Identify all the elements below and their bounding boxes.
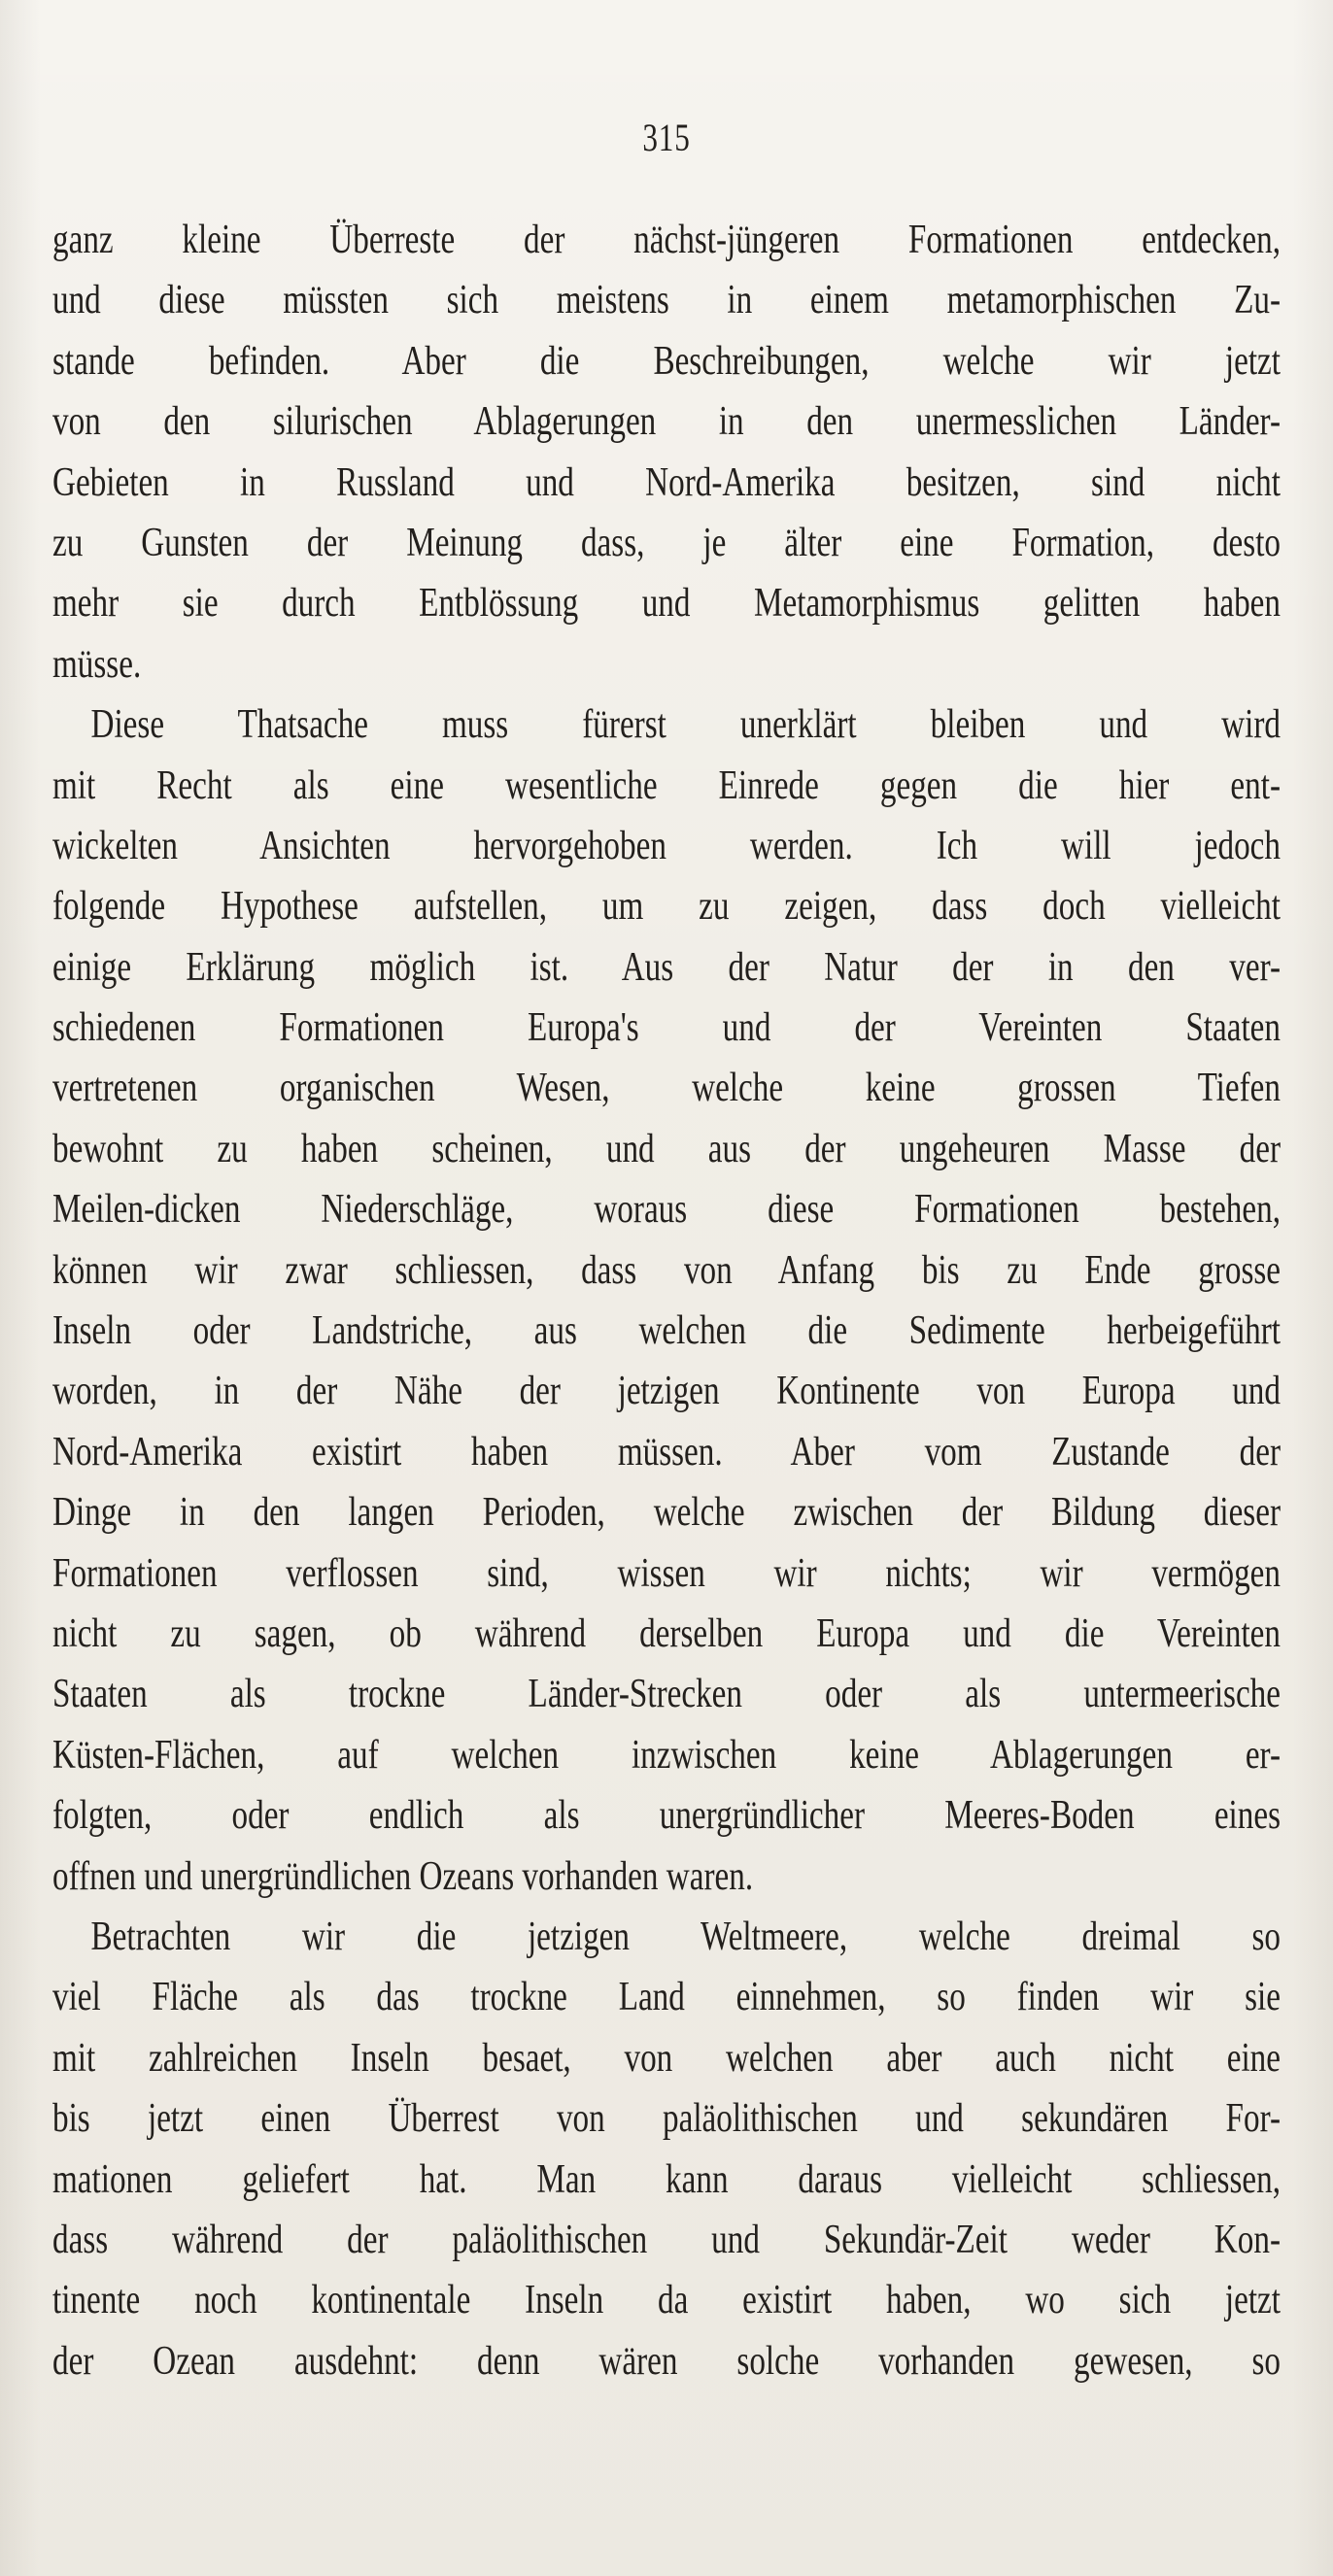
text-line: einige Erklärung möglich ist. Aus der Natur der in den ver- (52, 944, 1281, 990)
text-line: mationen geliefert hat. Man kann daraus vielleicht schliessen, (52, 2156, 1281, 2202)
text-line: Dinge in den langen Perioden, welche zwischen der Bildung dieser (52, 1490, 1281, 1536)
text-line: Nord-Amerika existirt haben müssen. Aber vom Zustande der (52, 1429, 1281, 1474)
text-line: viel Fläche als das trockne Land einnehmen, so finden wir sie (52, 1975, 1281, 2020)
text-line: mehr sie durch Entblössung und Metamorphismus gelitten haben (52, 581, 1281, 627)
body-text (52, 210, 1281, 2391)
text-line: folgende Hypothese aufstellen, um zu zeigen, dass doch vielleicht (52, 884, 1281, 930)
text-line: Staaten als trockne Länder-Strecken oder als untermeerische (52, 1672, 1281, 1717)
page-number: 315 (642, 116, 691, 159)
text-line: dass während der paläolithischen und Sekundär-Zeit weder Kon- (52, 2217, 1281, 2262)
text-line: mit Recht als eine wesentliche Einrede gegen die hier ent- (52, 763, 1281, 808)
text-line: Formationen verflossen sind, wissen wir nichts; wir vermögen (52, 1550, 1281, 1596)
text-line: mit zahlreichen Inseln besaet, von welchen aber auch nicht eine (52, 2035, 1281, 2081)
text-line: müsse. (52, 641, 142, 687)
text-line: stande befinden. Aber die Beschreibungen, welche wir jetzt (52, 338, 1281, 384)
text-line: von den silurischen Ablagerungen in den unermesslichen Länder- (52, 399, 1281, 445)
text-line: und diese müssten sich meistens in einem metamorphischen Zu- (52, 278, 1281, 323)
text-line: Betrachten wir die jetzigen Weltmeere, welche dreimal so (90, 1914, 1281, 1959)
text-line: wickelten Ansichten hervorgehoben werden. Ich will jedoch (52, 823, 1281, 868)
text-line: der Ozean ausdehnt: denn wären solche vorhanden gewesen, so (52, 2338, 1281, 2384)
text-line: können wir zwar schliessen, dass von Anfang bis zu Ende grosse (52, 1247, 1281, 1293)
text-line: bis jetzt einen Überrest von paläolithischen und sekundären For- (52, 2096, 1281, 2142)
text-line: bewohnt zu haben scheinen, und aus der ungeheuren Masse der (52, 1126, 1281, 1171)
text-line: Diese Thatsache muss fürerst unerklärt bleiben und wird (90, 702, 1281, 748)
text-line: ganz kleine Überreste der nächst-jüngeren Formationen entdecken, (52, 218, 1281, 262)
text-line: Gebieten in Russland und Nord-Amerika besitzen, sind nicht (52, 459, 1281, 505)
text-line: zu Gunsten der Meinung dass, je älter eine Formation, desto (52, 520, 1281, 565)
text-line: folgten, oder endlich als unergründlicher Meeres-Boden eines (52, 1793, 1281, 1839)
text-line: nicht zu sagen, ob während derselben Europa und die Vereinten (52, 1610, 1281, 1656)
text-line: tinente noch kontinentale Inseln da existirt haben, wo sich jetzt (52, 2278, 1281, 2323)
text-line: Meilen-dicken Niederschläge, woraus diese Formationen bestehen, (52, 1187, 1281, 1233)
text-line: schiedenen Formationen Europa's und der Vereinten Staaten (52, 1005, 1281, 1051)
text-line: offnen und unergründlichen Ozeans vorhanden waren. (52, 1853, 754, 1899)
text-line: Küsten-Flächen, auf welchen inzwischen keine Ablagerungen er- (52, 1732, 1281, 1778)
text-line: Inseln oder Landstriche, aus welchen die Sedimente herbeigeführt (52, 1308, 1281, 1354)
text-line: worden, in der Nähe der jetzigen Kontinente von Europa und (52, 1369, 1281, 1414)
text-line: vertretenen organischen Wesen, welche keine grossen Tiefen (52, 1066, 1281, 1111)
